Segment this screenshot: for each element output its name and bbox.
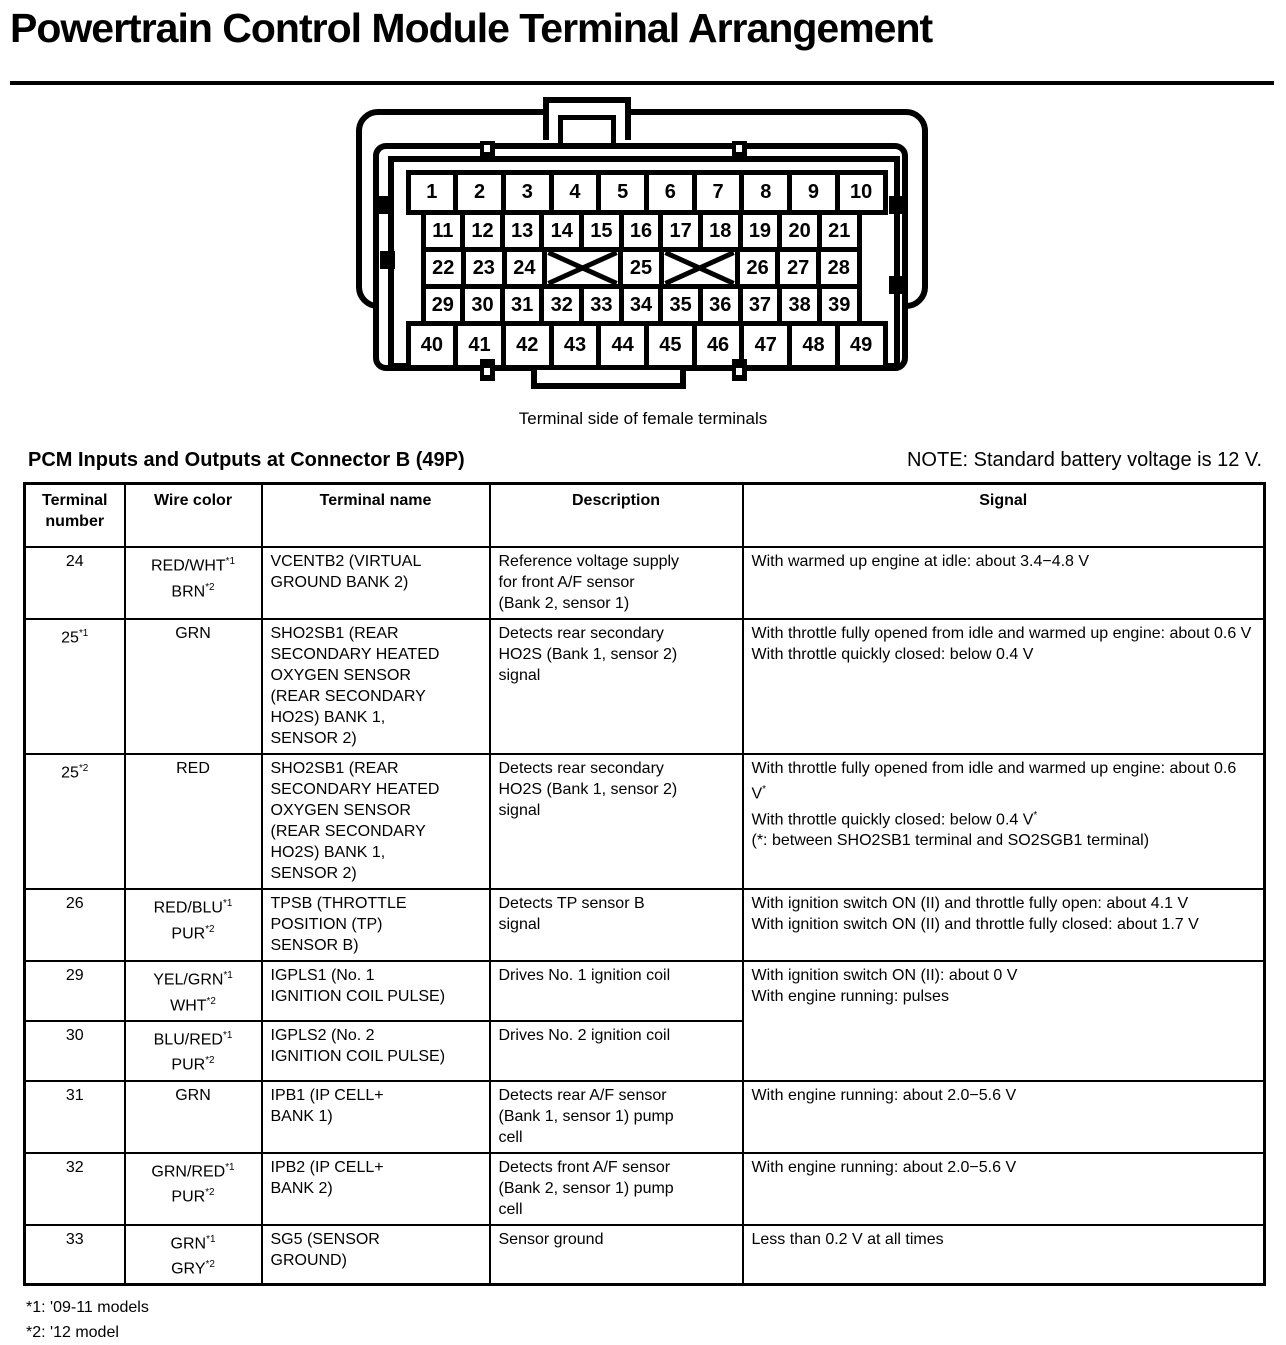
cell-terminal: 33 — [25, 1225, 125, 1285]
terminal-cell-22: 22 — [421, 247, 467, 289]
terminal-cell-41: 41 — [453, 321, 506, 370]
connector-key-tab — [480, 359, 495, 381]
terminal-cell-45: 45 — [644, 321, 697, 370]
terminal-cell-13: 13 — [500, 210, 545, 252]
connector-retainer-bump — [380, 251, 395, 269]
cell-terminal: 29 — [25, 961, 125, 1021]
blocked-cell — [659, 247, 740, 289]
blocked-cell — [542, 247, 623, 289]
cell-terminal: 31 — [25, 1081, 125, 1153]
footnotes — [26, 1295, 1286, 1345]
terminal-cell-43: 43 — [549, 321, 602, 370]
cell-signal: With engine running: about 2.0−5.6 V — [743, 1153, 1265, 1225]
connector-top-tab-inner — [558, 115, 616, 143]
page-title: Powertrain Control Module Terminal Arrangement — [10, 5, 933, 51]
cell-wire: YEL/GRN$^{*1}$ WHT$^{*2}$ — [125, 961, 262, 1021]
connector-key-tab — [732, 359, 747, 381]
cell-name: SHO2SB1 (REAR SECONDARY HEATED OXYGEN SENSOR (REAR SECONDARY HO2S) BANK 1, SENSOR 2) — [262, 619, 490, 754]
terminal-cell-20: 20 — [777, 210, 822, 252]
terminal-cell-33: 33 — [579, 284, 624, 326]
table-row-terminal-24 — [25, 547, 1265, 619]
cell-terminal: 30 — [25, 1021, 125, 1081]
cell-wire: BLU/RED$^{*1}$ PUR$^{*2}$ — [125, 1021, 262, 1081]
column-header-5: Signal — [743, 484, 1265, 548]
cell-name: SHO2SB1 (REAR SECONDARY HEATED OXYGEN SENSOR (REAR SECONDARY HO2S) BANK 1, SENSOR 2) — [262, 754, 490, 889]
cell-signal: With ignition switch ON (II): about 0 V With engine running: pulses — [743, 961, 1265, 1080]
cell-name: TPSB (THROTTLE POSITION (TP) SENSOR B) — [262, 889, 490, 961]
cell-name: IGPLS1 (No. 1 IGNITION COIL PULSE) — [262, 961, 490, 1021]
connector-grid — [388, 156, 900, 369]
terminal-cell-28: 28 — [816, 247, 862, 289]
terminal-cell-18: 18 — [698, 210, 743, 252]
terminal-cell-46: 46 — [692, 321, 745, 370]
terminal-cell-36: 36 — [698, 284, 743, 326]
terminal-cell-35: 35 — [658, 284, 703, 326]
table-row-terminal-32 — [25, 1153, 1265, 1225]
terminal-cell-37: 37 — [738, 284, 783, 326]
cell-terminal: 24 — [25, 547, 125, 619]
terminal-cell-2: 2 — [453, 170, 506, 215]
terminal-cell-1: 1 — [406, 170, 459, 215]
terminal-cell-30: 30 — [460, 284, 505, 326]
terminal-cell-5: 5 — [596, 170, 649, 215]
terminal-cell-17: 17 — [658, 210, 703, 252]
cell-wire: RED — [125, 754, 262, 889]
x-mark-icon — [664, 252, 735, 284]
connector-caption: Terminal side of female terminals — [518, 409, 768, 429]
terminal-cell-10: 10 — [835, 170, 888, 215]
table-row-terminal-31 — [25, 1081, 1265, 1153]
battery-voltage-note: NOTE: Standard battery voltage is 12 V. — [906, 449, 1262, 472]
cell-description: Sensor ground — [490, 1225, 743, 1285]
terminal-cell-27: 27 — [775, 247, 821, 289]
cell-description: Detects rear A/F sensor (Bank 1, sensor 1) pump cell — [490, 1081, 743, 1153]
cell-name: IPB2 (IP CELL+ BANK 2) — [262, 1153, 490, 1225]
table-header-row — [25, 484, 1265, 548]
terminal-cell-11: 11 — [421, 210, 466, 252]
cell-wire: GRN — [125, 1081, 262, 1153]
terminal-cell-29: 29 — [421, 284, 466, 326]
terminal-cell-6: 6 — [644, 170, 697, 215]
terminal-cell-23: 23 — [461, 247, 507, 289]
terminal-row-1 — [406, 170, 888, 215]
terminal-cell-39: 39 — [817, 284, 862, 326]
cell-wire: GRN$^{*1}$ GRY$^{*2}$ — [125, 1225, 262, 1285]
connector-key-tab — [480, 141, 495, 162]
cell-name: IGPLS2 (No. 2 IGNITION COIL PULSE) — [262, 1021, 490, 1081]
terminal-cell-38: 38 — [777, 284, 822, 326]
cell-name: SG5 (SENSOR GROUND) — [262, 1225, 490, 1285]
terminal-row-5 — [406, 321, 888, 370]
terminal-cell-49: 49 — [835, 321, 888, 370]
terminal-cell-42: 42 — [501, 321, 554, 370]
cell-terminal: 32 — [25, 1153, 125, 1225]
cell-wire: RED/WHT$^{*1}$ BRN$^{*2}$ — [125, 547, 262, 619]
cell-terminal: 25$^{*1}$ — [25, 619, 125, 754]
cell-signal: With warmed up engine at idle: about 3.4−4.8 V — [743, 547, 1265, 619]
pcm-table — [23, 482, 1266, 1286]
column-header-4: Description — [490, 484, 743, 548]
cell-name: VCENTB2 (VIRTUAL GROUND BANK 2) — [262, 547, 490, 619]
cell-signal: With throttle fully opened from idle and warmed up engine: about 0.6 V* With throttle quickly closed: below 0.4 V* (*: between SHO2SB1 terminal and SO2SGB1 terminal) — [743, 754, 1265, 889]
terminal-cell-3: 3 — [501, 170, 554, 215]
table-row-terminal-25 — [25, 754, 1265, 889]
terminal-cell-4: 4 — [549, 170, 602, 215]
terminal-cell-21: 21 — [817, 210, 862, 252]
terminal-cell-47: 47 — [739, 321, 792, 370]
section-header-row — [28, 449, 1262, 472]
column-header-1: Terminal number — [25, 484, 125, 548]
connector-retainer-bump — [889, 196, 904, 214]
terminal-cell-32: 32 — [539, 284, 584, 326]
cell-description: Detects TP sensor B signal — [490, 889, 743, 961]
cell-wire: GRN/RED$^{*1}$ PUR$^{*2}$ — [125, 1153, 262, 1225]
terminal-row-4 — [421, 284, 862, 326]
terminal-cell-44: 44 — [596, 321, 649, 370]
table-row-terminal-29 — [25, 961, 1265, 1021]
cell-description: Detects front A/F sensor (Bank 2, sensor 1) pump cell — [490, 1153, 743, 1225]
table-row-terminal-26 — [25, 889, 1265, 961]
terminal-cell-31: 31 — [500, 284, 545, 326]
cell-terminal: 25$^{*2}$ — [25, 754, 125, 889]
terminal-row-3 — [421, 247, 862, 289]
cell-wire: RED/BLU$^{*1}$ PUR$^{*2}$ — [125, 889, 262, 961]
terminal-cell-40: 40 — [406, 321, 459, 370]
title-divider — [10, 81, 1274, 85]
cell-signal: With throttle fully opened from idle and warmed up engine: about 0.6 V With throttle quickly closed: below 0.4 V — [743, 619, 1265, 754]
cell-description: Drives No. 1 ignition coil — [490, 961, 743, 1021]
connector-retainer-bump — [376, 196, 391, 214]
terminal-cell-34: 34 — [619, 284, 664, 326]
cell-signal: With engine running: about 2.0−5.6 V — [743, 1081, 1265, 1153]
terminal-cell-24: 24 — [502, 247, 548, 289]
terminal-cell-15: 15 — [579, 210, 624, 252]
manual-page — [0, 5, 1286, 1342]
cell-terminal: 26 — [25, 889, 125, 961]
section-heading: PCM Inputs and Outputs at Connector B (49P) — [28, 449, 465, 472]
cell-description: Drives No. 2 ignition coil — [490, 1021, 743, 1081]
connector-key-tab — [732, 141, 747, 162]
terminal-cell-48: 48 — [787, 321, 840, 370]
cell-description: Detects rear secondary HO2S (Bank 1, sensor 2) signal — [490, 754, 743, 889]
column-header-3: Terminal name — [262, 484, 490, 548]
cell-signal: Less than 0.2 V at all times — [743, 1225, 1265, 1285]
footnote-2: *2: '12 model — [26, 1324, 119, 1342]
connector-retainer-bump — [889, 276, 904, 294]
cell-signal: With ignition switch ON (II) and throttle fully open: about 4.1 V With ignition switch ON (II) and throttle fully closed: about 1.7 V — [743, 889, 1265, 961]
terminal-cell-8: 8 — [739, 170, 792, 215]
table-row-terminal-25 — [25, 619, 1265, 754]
terminal-row-2 — [421, 210, 862, 252]
terminal-cell-25: 25 — [618, 247, 664, 289]
connector-diagram — [356, 101, 931, 393]
footnote-1: *1: '09-11 models — [26, 1299, 149, 1317]
cell-description: Detects rear secondary HO2S (Bank 1, sensor 2) signal — [490, 619, 743, 754]
column-header-2: Wire color — [125, 484, 262, 548]
terminal-cell-19: 19 — [738, 210, 783, 252]
cell-name: IPB1 (IP CELL+ BANK 1) — [262, 1081, 490, 1153]
terminal-cell-16: 16 — [619, 210, 664, 252]
cell-description: Reference voltage supply for front A/F sensor (Bank 2, sensor 1) — [490, 547, 743, 619]
terminal-cell-14: 14 — [539, 210, 584, 252]
terminal-cell-12: 12 — [460, 210, 505, 252]
table-row-terminal-33 — [25, 1225, 1265, 1285]
x-mark-icon — [547, 252, 618, 284]
terminal-cell-26: 26 — [735, 247, 781, 289]
cell-wire: GRN — [125, 619, 262, 754]
terminal-cell-7: 7 — [692, 170, 745, 215]
terminal-cell-9: 9 — [787, 170, 840, 215]
